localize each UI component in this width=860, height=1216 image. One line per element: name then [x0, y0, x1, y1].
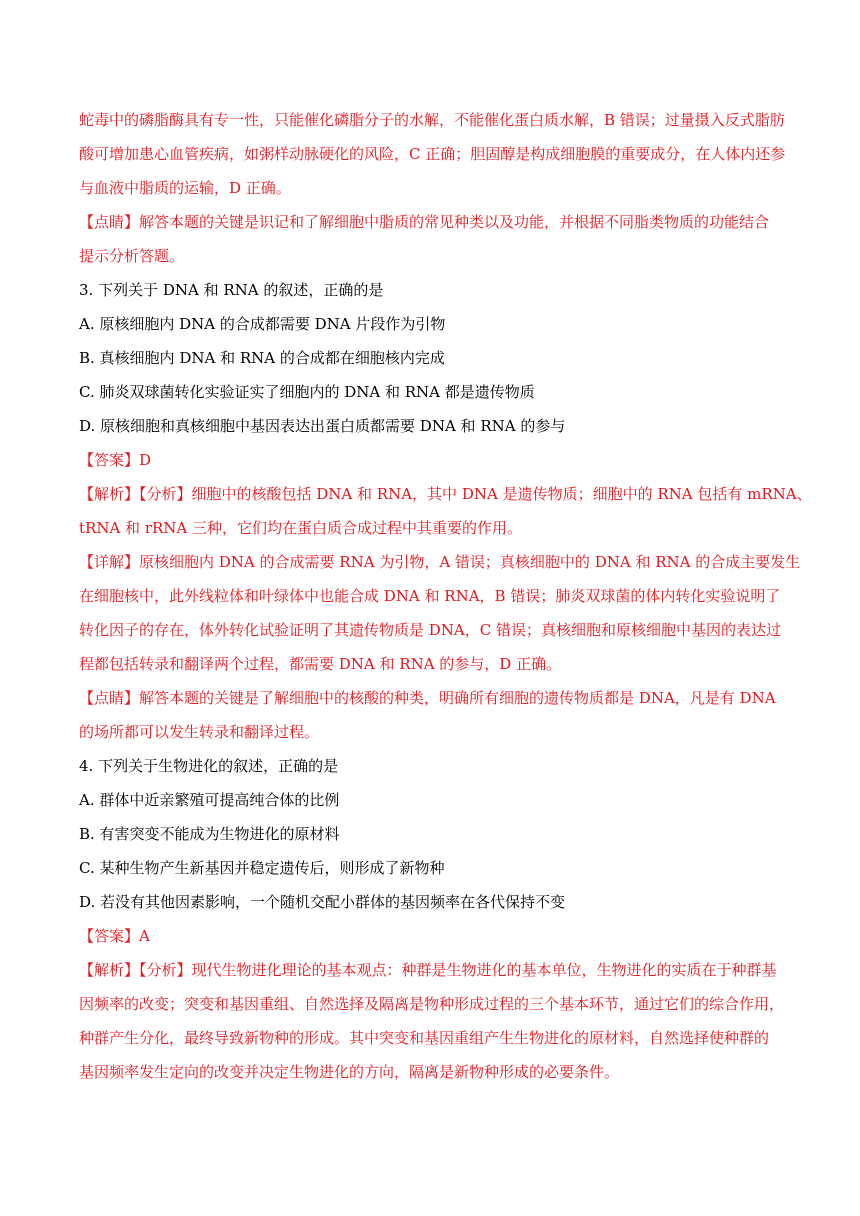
q3-analysis-label: 【解析】【分析】 [79, 485, 192, 503]
q3-detail-text-1: 原核细胞内 DNA 的合成需要 RNA 为引物，A 错误；真核细胞中的 DNA 和 RNA 的合成主要发生 [139, 553, 801, 571]
q3-detail-line-1 [79, 545, 801, 579]
q3-stem: 3. 下列关于 DNA 和 RNA 的叙述，正确的是 [79, 281, 384, 299]
q2-comment-line-2: 提示分析答题。 [79, 247, 185, 265]
q4-answer: 【答案】A [79, 927, 150, 945]
q2-comment-line-1 [79, 205, 784, 239]
document-page [79, 103, 812, 1089]
q3-detail-label: 【详解】 [79, 553, 140, 571]
q4-option-d: D. 若没有其他因素影响，一个随机交配小群体的基因频率在各代保持不变 [79, 893, 566, 911]
q2-explanation-line-3: 与血液中脂质的运输，D 正确。 [79, 179, 291, 197]
q3-detail-line-4: 程都包括转录和翻译两个过程，都需要 DNA 和 RNA 的参与，D 正确。 [79, 655, 562, 673]
q4-analysis-line-4: 基因频率发生定向的改变并决定生物进化的方向，隔离是新物种形成的必要条件。 [79, 1063, 620, 1081]
q3-analysis-line-2: tRNA 和 rRNA 三种，它们均在蛋白质合成过程中其重要的作用。 [79, 519, 523, 537]
q3-option-a: A. 原核细胞内 DNA 的合成都需要 DNA 片段作为引物 [79, 315, 446, 333]
q4-option-c: C. 某种生物产生新基因并稳定遗传后，则形成了新物种 [79, 859, 445, 877]
q4-analysis-line-3: 种群产生分化，最终导致新物种的形成。其中突变和基因重组产生生物进化的原材料，自然选择使种群的 [79, 1029, 770, 1047]
q4-option-b: B. 有害突变不能成为生物进化的原材料 [79, 825, 340, 843]
q3-analysis-text-1: 细胞中的核酸包括 DNA 和 RNA，其中 DNA 是遗传物质；细胞中的 RNA 包括有 mRNA、 [191, 485, 812, 503]
q2-comment-label: 【点睛】 [79, 213, 140, 231]
q4-analysis-line-1 [79, 953, 784, 987]
q3-option-c: C. 肺炎双球菌转化实验证实了细胞内的 DNA 和 RNA 都是遗传物质 [79, 383, 535, 401]
q4-stem: 4. 下列关于生物进化的叙述，正确的是 [79, 757, 339, 775]
q3-answer: 【答案】D [79, 451, 152, 469]
q3-detail-line-2: 在细胞核中，此外线粒体和叶绿体中也能合成 DNA 和 RNA，B 错误；肺炎双球菌的体内转化实验说明了 [79, 587, 781, 605]
q2-explanation-line-1: 蛇毒中的磷脂酶具有专一性，只能催化磷脂分子的水解，不能催化蛋白质水解，B 错误；过量摄入反式脂肪 [79, 111, 785, 129]
q4-analysis-line-2: 因频率的改变；突变和基因重组、自然选择及隔离是物种形成过程的三个基本环节，通过它们的综合作用， [79, 995, 785, 1013]
q3-comment-line-2: 的场所都可以发生转录和翻译过程。 [79, 723, 320, 741]
q4-analysis-label: 【解析】【分析】 [79, 961, 192, 979]
q2-explanation-line-2: 酸可增加患心血管疾病，如粥样动脉硬化的风险，C 正确；胆固醇是构成细胞膜的重要成分，在人体内还参 [79, 145, 786, 163]
q4-analysis-text-1: 现代生物进化理论的基本观点：种群是生物进化的基本单位，生物进化的实质在于种群基 [191, 961, 777, 979]
q4-option-a: A. 群体中近亲繁殖可提高纯合体的比例 [79, 791, 340, 809]
q2-comment-text-1: 解答本题的关键是识记和了解细胞中脂质的常见种类以及功能，并根据不同脂类物质的功能结合 [139, 213, 770, 231]
q3-option-d: D. 原核细胞和真核细胞中基因表达出蛋白质都需要 DNA 和 RNA 的参与 [79, 417, 566, 435]
q3-comment-label: 【点睛】 [79, 689, 140, 707]
q3-detail-line-3: 转化因子的存在，体外转化试验证明了其遗传物质是 DNA，C 错误；真核细胞和原核细胞中基因的表达过 [79, 621, 782, 639]
q3-comment-text-1: 解答本题的关键是了解细胞中的核酸的种类，明确所有细胞的遗传物质都是 DNA，凡是有 DNA [139, 689, 776, 707]
q3-comment-line-1 [79, 681, 784, 715]
q3-option-b: B. 真核细胞内 DNA 和 RNA 的合成都在细胞核内完成 [79, 349, 445, 367]
q3-analysis-line-1 [79, 477, 812, 511]
